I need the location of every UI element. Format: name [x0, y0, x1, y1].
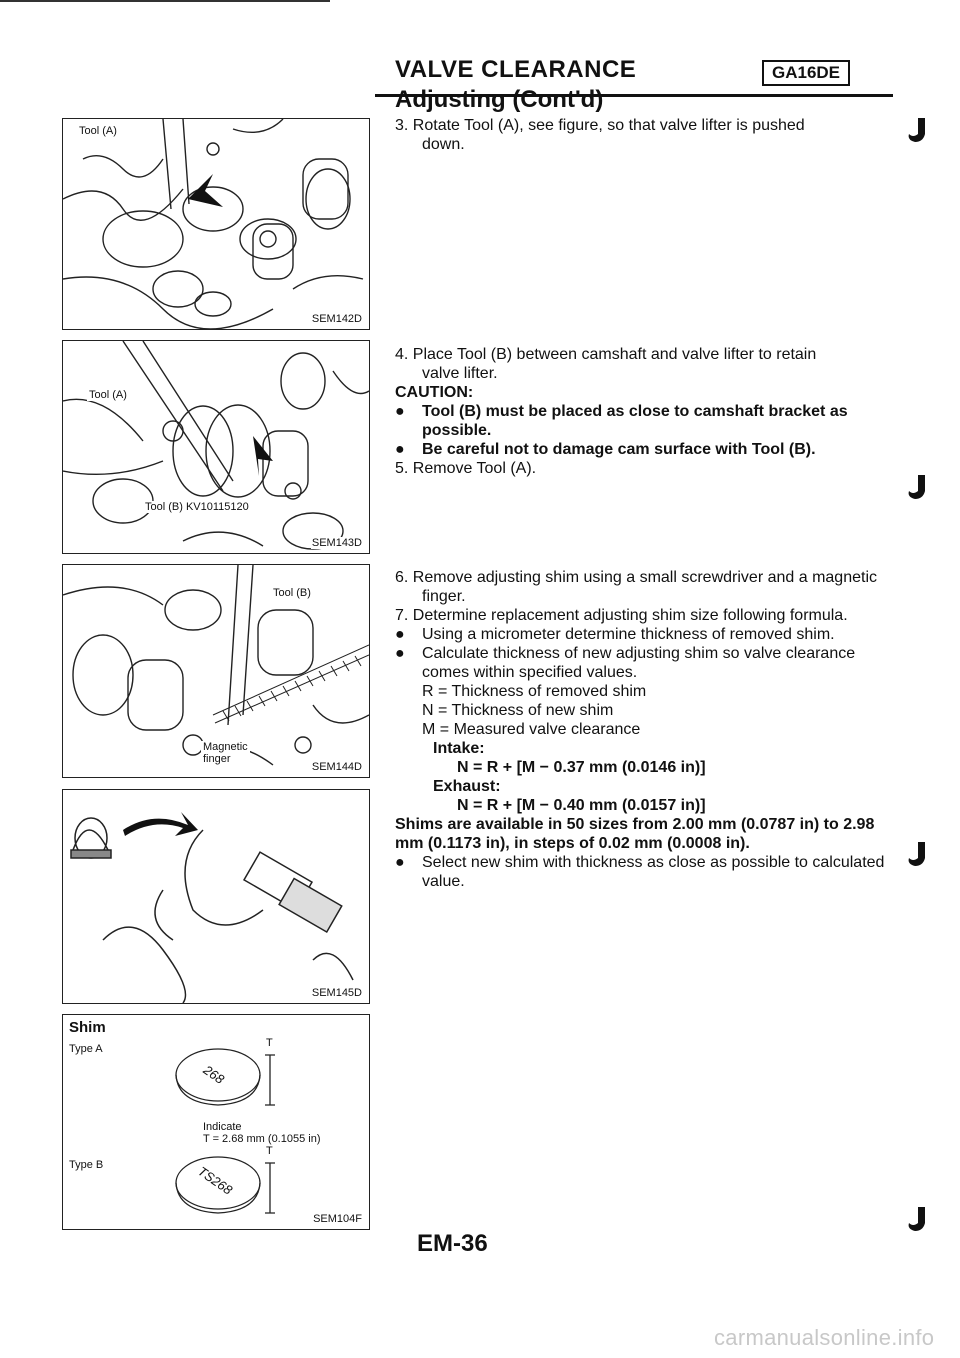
exhaust-formula: N = R + [M − 0.40 mm (0.0157 in)] [457, 797, 706, 814]
type-b-label: Type B [69, 1159, 104, 1171]
caution-bullet: ● Be careful not to damage cam surface with Tool (B). [395, 441, 816, 458]
list-item: ● Using a micrometer determine thickness of removed shim. [395, 626, 835, 643]
step-3-line1: 3. Rotate Tool (A), see figure, so that valve lifter is pushed [395, 117, 805, 134]
figure-micrometer [62, 789, 370, 1004]
list-item: ● Calculate thickness of new adjusting shim so valve clearance comes within specified values. [395, 645, 856, 681]
shim-title: Shim [69, 1019, 106, 1036]
engine-illustration [63, 119, 369, 329]
check-mark-icon [903, 473, 933, 503]
top-rule [0, 0, 330, 5]
engine-badge: GA16DE [762, 60, 850, 86]
check-mark-icon [903, 1205, 933, 1235]
type-a-label: Type A [69, 1043, 103, 1055]
step-4-line1: 4. Place Tool (B) between camshaft and valve lifter to retain [395, 346, 817, 363]
page-number: EM-36 [417, 1230, 488, 1257]
caution-heading: CAUTION: [395, 384, 474, 401]
figure-remove-shim [62, 564, 370, 778]
figure-shim-types [62, 1014, 370, 1230]
figure-rotate-tool-a [62, 118, 370, 330]
figure-code: SEM145D [311, 987, 362, 999]
step-6-text [395, 568, 895, 891]
step-4-text [395, 345, 895, 478]
definition-r: R = Thickness of removed shim [422, 683, 647, 700]
indicate-label: Indicate [203, 1121, 242, 1133]
tool-a-label: Tool (A) [89, 389, 127, 401]
check-mark-icon [903, 116, 933, 146]
caution-bullet: ● Tool (B) must be placed as close to camshaft bracket as possible. [395, 403, 848, 439]
exhaust-label: Exhaust: [433, 778, 501, 795]
shim-a-marking: 268 [200, 1062, 228, 1087]
section-subtitle: Adjusting (Cont'd) [395, 86, 604, 113]
engine-illustration [63, 341, 369, 553]
t-dimension-label: T [266, 1145, 273, 1157]
figure-code: SEM142D [311, 313, 362, 325]
definition-n: N = Thickness of new shim [422, 702, 614, 719]
tool-a-label: Tool (A) [79, 125, 117, 137]
page-title: VALVE CLEARANCE [395, 56, 637, 83]
list-item: ● Select new shim with thickness as close as possible to calculated value. [395, 854, 885, 890]
figure-code: SEM104F [313, 1213, 362, 1225]
finger-label: finger [203, 753, 231, 765]
thickness-value: T = 2.68 mm (0.1055 in) [203, 1133, 321, 1145]
tool-b-label: Tool (B) KV10115120 [145, 501, 249, 513]
intake-label: Intake: [433, 740, 485, 757]
figure-place-tool-b [62, 340, 370, 554]
tool-b-label: Tool (B) [273, 587, 311, 599]
check-mark-icon [903, 840, 933, 870]
figure-code: SEM144D [311, 761, 362, 773]
magnetic-label: Magnetic [203, 741, 248, 753]
header-rule [375, 94, 893, 97]
step-3-text [395, 116, 895, 154]
intake-formula: N = R + [M − 0.37 mm (0.0146 in)] [457, 759, 706, 776]
step-3-line2: down. [422, 136, 465, 153]
step-7: 7. Determine replacement adjusting shim size following formula. [395, 607, 848, 624]
step-6: 6. Remove adjusting shim using a small screwdriver and a magnetic finger. [395, 569, 877, 605]
step-4-line2: valve lifter. [422, 365, 498, 382]
shims-note: Shims are available in 50 sizes from 2.00 mm (0.0787 in) to 2.98 mm (0.1173 in), in steps of 0.02 mm (0.0008 in). [395, 816, 875, 852]
t-dimension-label: T [266, 1037, 273, 1049]
shim-b-marking: TS268 [195, 1163, 236, 1198]
step-5: 5. Remove Tool (A). [395, 460, 537, 477]
definition-m: M = Measured valve clearance [422, 721, 641, 738]
micrometer-illustration [63, 790, 369, 1003]
figure-code: SEM143D [311, 537, 362, 549]
watermark: carmanualsonline.info [714, 1325, 935, 1350]
